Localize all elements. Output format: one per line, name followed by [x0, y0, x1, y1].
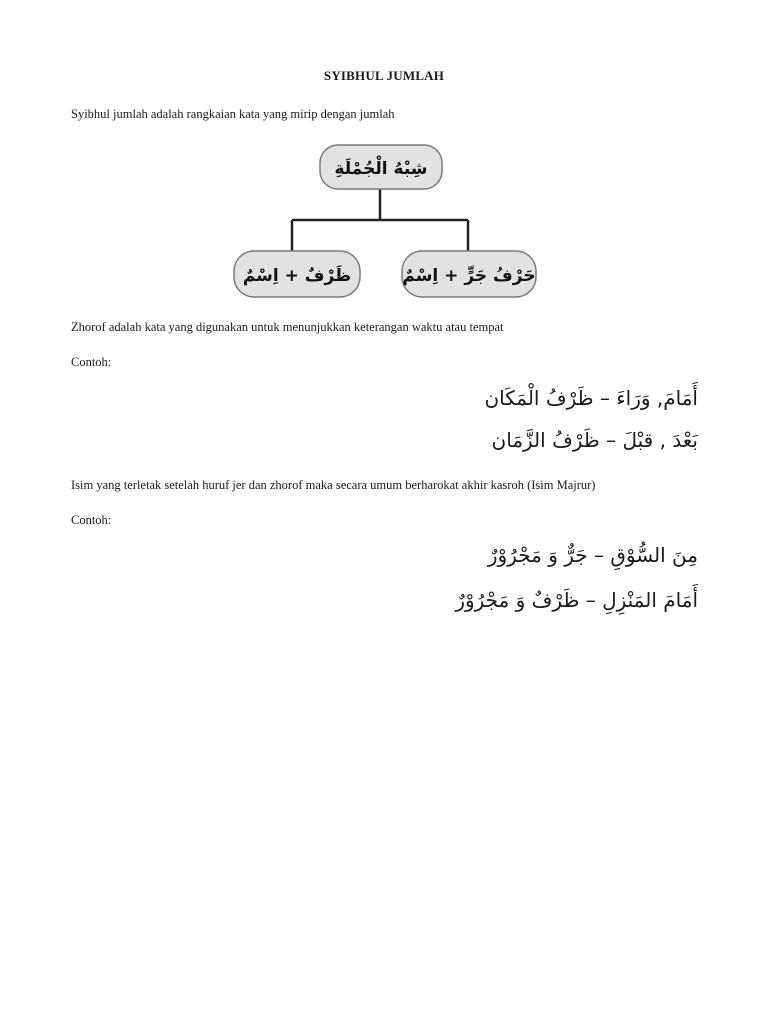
diagram-root-text: شِبْهُ الْجُمْلَةِ — [334, 159, 428, 179]
zhorof-definition: Zhorof adalah kata yang digunakan untuk menunjukkan keterangan waktu atau tempat — [71, 320, 504, 334]
intro-paragraph: Syibhul jumlah adalah rangkaian kata yang mirip dengan jumlah — [71, 107, 395, 121]
diagram-right-text: حَرْفُ جَرٍّ + اِسْمٌ — [402, 266, 536, 286]
example-1-line-2: بَعْدَ , قبْلَ – ظَرْفُ الزَّمَان — [491, 428, 698, 452]
page-title: SYIBHUL JUMLAH — [323, 68, 445, 83]
diagram-left-text: ظَرْفٌ + اِسْمٌ — [242, 266, 352, 286]
example-2-line-1: مِنَ السُّوْقِ – جَرٌّ وَ مَجْرُوْرٌ — [487, 543, 698, 567]
example-2-line-2: أَمَامَ المَنْزِلِ – ظَرْفٌ وَ مَجْرُوْرٌ — [455, 588, 698, 612]
contoh-label-2: Contoh: — [71, 513, 112, 527]
contoh-label-1: Contoh: — [71, 355, 112, 369]
isim-majrur-definition: Isim yang terletak setelah huruf jer dan zhorof maka secara umum berharokat akhir kasroh (Isim Majrur) — [71, 478, 596, 492]
syibhul-jumlah-diagram — [0, 0, 768, 320]
example-1-line-1: أَمَامَ, وَرَاءَ – ظَرْفُ الْمَكَان — [484, 386, 698, 410]
